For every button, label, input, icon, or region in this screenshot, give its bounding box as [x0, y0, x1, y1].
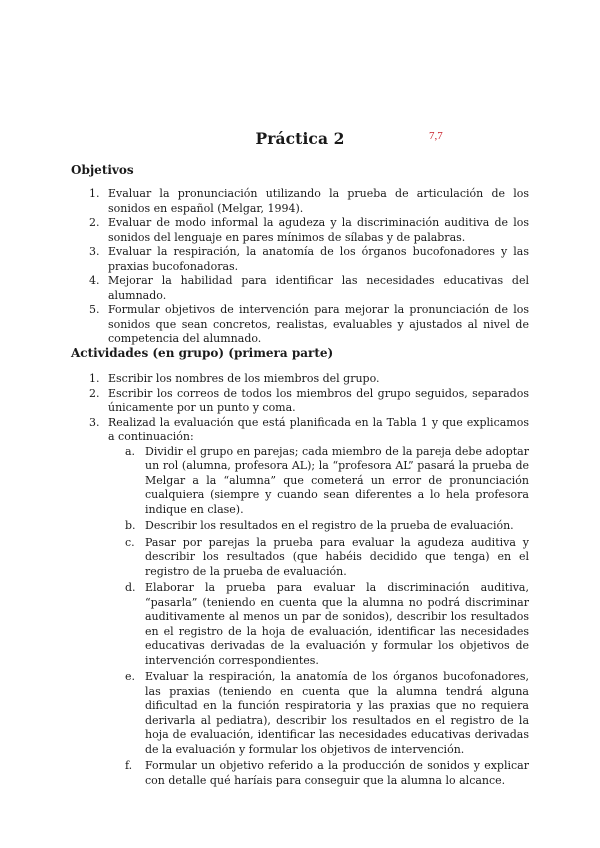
sublist-item — [125, 445, 529, 518]
list-item-text: Mejorar la habilidad para identificar las necesidades educativas del alumnado. — [108, 274, 529, 302]
list-item-text: Escribir los nombres de los miembros del grupo. — [108, 372, 380, 385]
list-item-text: Escribir los correos de todos los miembros del grupo seguidos, separados únicamente por un punto y coma. — [108, 386, 529, 414]
list-item — [89, 187, 529, 216]
list-item-number: 2. — [89, 216, 100, 229]
list-item — [89, 303, 529, 347]
list-item-number: 4. — [89, 274, 100, 287]
list-item — [89, 372, 529, 387]
objectives-list — [89, 187, 529, 347]
sublist-item — [125, 536, 529, 580]
sublist-item-letter: c. — [125, 535, 135, 549]
activities-list — [89, 372, 529, 790]
activities-heading: Actividades (en grupo) (primera parte) — [71, 346, 334, 360]
sublist-item — [125, 670, 529, 757]
list-item-text: Evaluar la respiración, la anatomía de los órganos bucofonadores y las praxias bucofonadoras. — [108, 245, 529, 273]
list-item-number: 3. — [89, 245, 100, 258]
list-item-number: 1. — [89, 187, 100, 200]
sublist-item — [125, 759, 529, 788]
sublist-item-letter: a. — [125, 444, 136, 458]
sublist-item — [125, 519, 529, 534]
sublist-item-letter: d. — [125, 581, 136, 594]
sublist-item-text: Formular un objetivo referido a la producción de sonidos y explicar con detalle qué haríais para conseguir que la alumna lo alcance. — [145, 759, 529, 787]
list-item-number: 2. — [89, 386, 100, 400]
sublist-item-letter: e. — [125, 670, 136, 683]
objectives-heading: Objetivos — [71, 163, 134, 177]
list-item-number: 3. — [89, 415, 100, 429]
sublist-item-letter: f. — [125, 759, 133, 772]
page-title: Práctica 2 — [255, 129, 345, 148]
sublist-item-letter: b. — [125, 519, 136, 532]
sublist-item — [125, 581, 529, 668]
grade-annotation: 7,7 — [429, 130, 443, 142]
sublist-item-text: Dividir el grupo en parejas; cada miembro de la pareja debe adoptar un rol (alumna, profesora AL); la “profesora AL” pasará la prueba de Melgar a la “alumna” que cometerá un error de pronunciación cualquiera (siempre y cuando sean diferentes a lo hela profesora indique en clase). — [145, 444, 529, 516]
activities-sublist — [125, 445, 529, 789]
sublist-item-text: Evaluar la respiración, la anatomía de los órganos bucofonadores, las praxias (teniendo en cuenta que la alumna tendrá alguna dificultad en la función respiratoria y las praxias que no requiera derivarla al pediatra), describir los resultados en el registro de la hoja de evaluación, identificar las necesidades educativas derivadas de la evaluación y formular los objetivos de intervención. — [145, 670, 529, 756]
list-item — [89, 216, 529, 245]
list-item-number: 5. — [89, 303, 100, 316]
list-item-text: Evaluar de modo informal la agudeza y la discriminación auditiva de los sonidos del lenguaje en pares mínimos de sílabas y de palabras. — [108, 216, 529, 244]
list-item-text: Realizad la evaluación que está planificada en la Tabla 1 y que explicamos a continuación: — [108, 415, 529, 443]
list-item — [89, 416, 529, 789]
list-item-text: Formular objetivos de intervención para mejorar la pronunciación de los sonidos que sean concretos, realistas, evaluables y ajustados al nivel de competencia del alumnado. — [108, 303, 529, 345]
list-item — [89, 387, 529, 416]
sublist-item-text: Describir los resultados en el registro de la prueba de evaluación. — [145, 519, 514, 532]
list-item-text: Evaluar la pronunciación utilizando la prueba de articulación de los sonidos en español (Melgar, 1994). — [108, 187, 529, 215]
list-item-number: 1. — [89, 372, 100, 385]
sublist-item-text: Elaborar la prueba para evaluar la discriminación auditiva, “pasarla” (teniendo en cuenta que la alumna no podrá discriminar auditivamente al menos un par de sonidos), describir los resultados en el registro de la hoja de evaluación, identificar las necesidades educativas derivadas de la evaluación y formular los objetivos de intervención correspondientes. — [145, 581, 529, 667]
list-item — [89, 245, 529, 274]
sublist-item-text: Pasar por parejas la prueba para evaluar la agudeza auditiva y describir los resultados (que habéis decidido que tenga) en el registro de la prueba de evaluación. — [145, 535, 529, 578]
list-item — [89, 274, 529, 303]
